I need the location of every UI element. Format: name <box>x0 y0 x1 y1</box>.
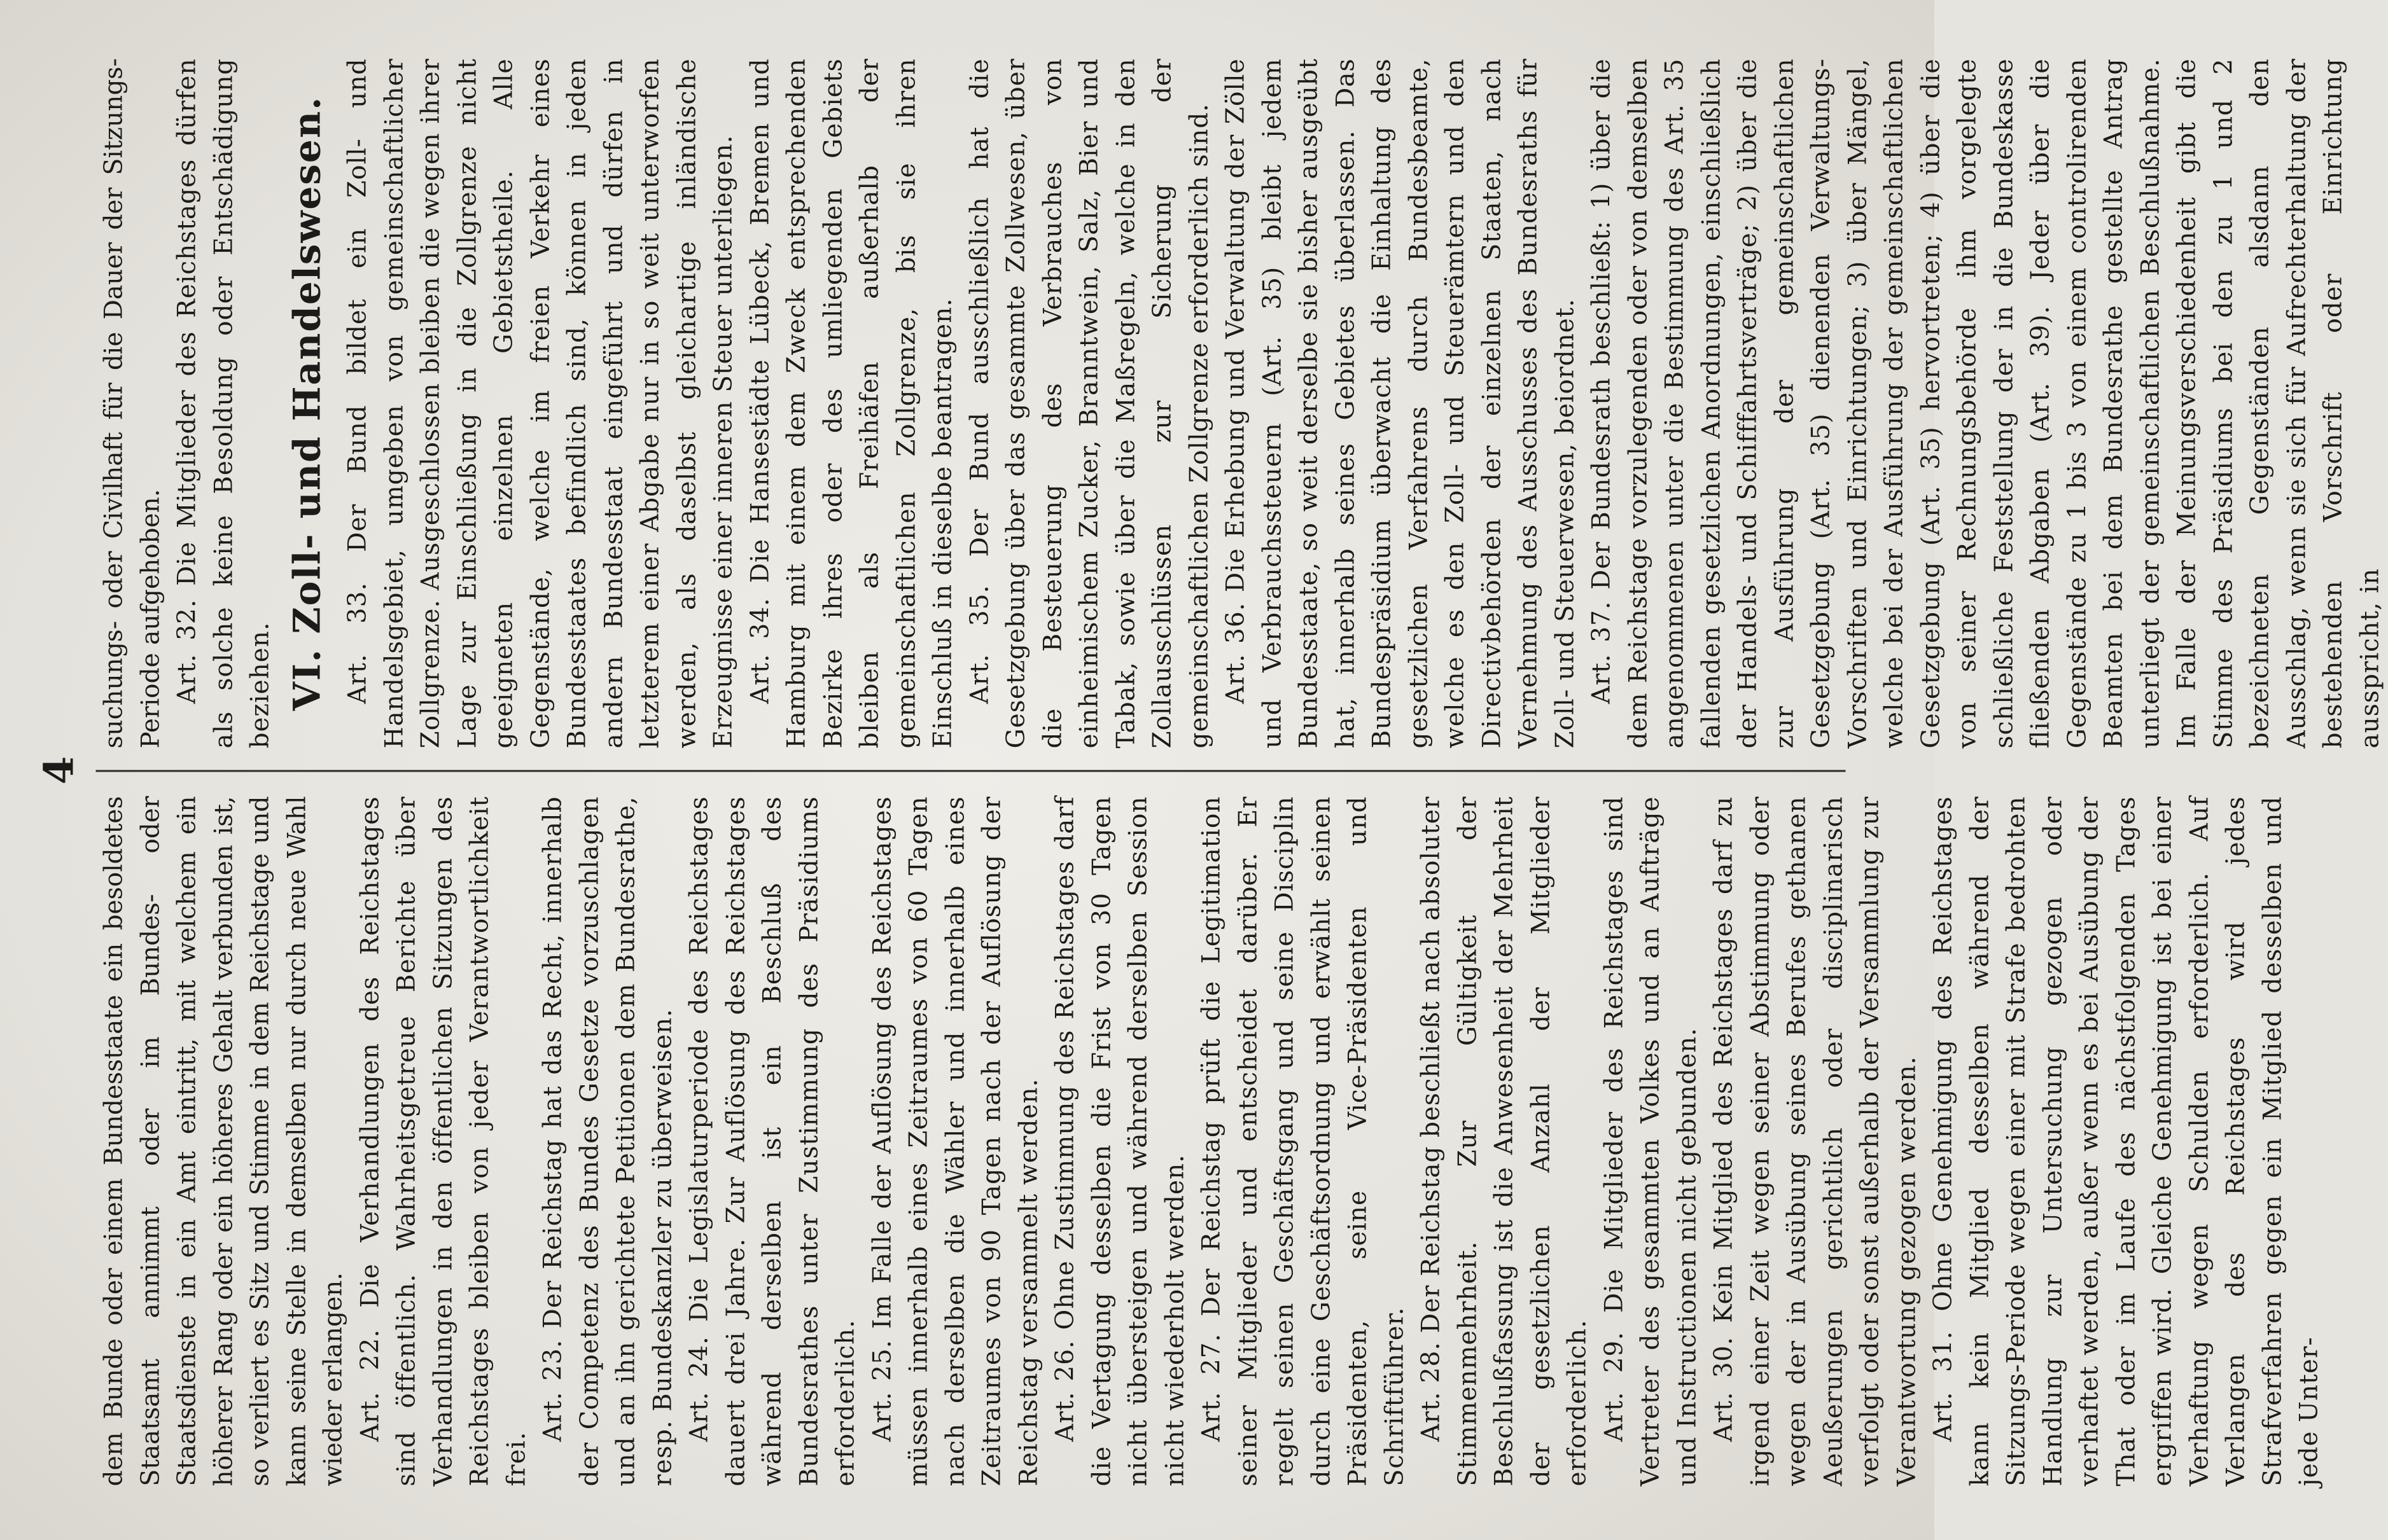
article-27: Art. 27. Der Reichstag prüft die Legitimation seiner Mitglieder und entscheidet darüber. Er regelt seinen Geschäftsgang und seine Disciplin durch eine Geschäftsordnung und erwählt seinen Präsidenten, seine Vice-Präsidenten und Schriftführer. <box>1197 796 1409 1486</box>
article-30: Art. 30. Kein Mitglied des Reichstages darf zu irgend einer Zeit wegen seiner Abstimmung oder wegen der in Ausübung seines Berufes gethanen Aeußerungen gerichtlich oder disciplinarisch verfolgt oder sonst außerhalb der Versammlung zur Verantwortung gezogen werden. <box>1709 796 1921 1486</box>
article-26: Art. 26. Ohne Zustimmung des Reichstages darf die Vertagung desselben die Frist von 30 Tagen nicht übersteigen und während derselben Session nicht wiederholt werden. <box>1051 796 1189 1486</box>
article-33: Art. 33. Der Bund bildet ein Zoll- und Handelsgebiet, umgeben von gemeinschaftlicher Zollgrenze. Ausgeschlossen bleiben die wegen ihrer Lage zur Einschließung in die Zollgrenze nicht geeigneten einzelnen Gebietstheile. Alle Gegenstände, welche im freien Verkehr eines Bundesstaates befindlich sind, können in jeden andern Bundesstaat eingeführt und dürfen in letzterem einer Abgabe nur in so weit unterworfen werden, als daselbst gleichartige inländische Erzeugnisse einer inneren Steuer unterliegen. <box>343 58 737 748</box>
article-34: Art. 34. Die Hansestädte Lübeck, Bremen und Hamburg mit einem dem Zweck entsprechenden Bezirke ihres oder des umliegenden Gebiets bleiben als Freihäfen außerhalb der gemeinschaftlichen Zollgrenze, bis sie ihren Einschluß in dieselbe beantragen. <box>745 58 957 748</box>
article-22: Art. 22. Die Verhandlungen des Reichstages sind öffentlich. Wahrheitsgetreue Berichte über Verhandlungen in den öffentlichen Sitzungen des Reichstages bleiben von jeder Verantwortlichkeit frei. <box>355 796 531 1486</box>
column-divider <box>95 770 1845 772</box>
page-number: 4 <box>35 756 83 784</box>
article-36: Art. 36. Die Erhebung und Verwaltung der Zölle und Verbrauchssteuern (Art. 35) bleibt jedem Bundesstaate, so weit derselbe sie bisher ausgeübt hat, innerhalb seines Gebietes überlassen. Das Bundespräsidium überwacht die Einhaltung des gesetzlichen Verfahrens durch Bundesbeamte, welche es den Zoll- und Steuerämtern und den Directivbehörden der einzelnen Staaten, nach Vernehmung des Ausschusses des Bundesraths für Zoll- und Steuerwesen, beiordnet. <box>1221 58 1579 748</box>
article-37: Art. 37. Der Bundesrath beschließt: 1) über die dem Reichstage vorzulegenden oder von demselben angenommenen unter die Bestimmung des Art. 35 fallenden gesetzlichen Anordnungen, einschließlich der Handels- und Schifffahrtsverträge; 2) über die zur Ausführung der gemeinschaftlichen Gesetzgebung (Art. 35) dienenden Verwaltungs-Vorschriften und Einrichtungen; 3) über Mängel, welche bei der Ausführung der gemeinschaftlichen Gesetzgebung (Art. 35) hervortreten; 4) über die von seiner Rechnungsbehörde ihm vorgelegte schließliche Feststellung der in die Bundeskasse fließenden Abgaben (Art. 39). Jeder über die Gegenstände zu 1 bis 3 von einem controlirenden Beamten bei dem Bundesrathe gestellte Antrag unterliegt der gemeinschaftlichen Beschlußnahme. Im Falle der Meinungsverschiedenheit gibt die Stimme des Präsidiums bei den zu 1 und 2 bezeichneten Gegenständen alsdann den Ausschlag, wenn sie sich für Aufrechterhaltung der bestehenden Vorschrift oder Einrichtung ausspricht, in <box>1587 58 2384 748</box>
article-35: Art. 35. Der Bund ausschließlich hat die Gesetzgebung über das gesammte Zollwesen, über die Besteuerung des Verbrauches von einheimischem Zucker, Branntwein, Salz, Bier und Tabak, sowie über die Maßregeln, welche in den Zollausschlüssen zur Sicherung der gemeinschaftlichen Zollgrenze erforderlich sind. <box>965 58 1213 748</box>
article-29: Art. 29. Die Mitglieder des Reichstages sind Vertreter des gesammten Volkes und an Aufträge und Instructionen nicht gebunden. <box>1599 796 1701 1486</box>
article-28: Art. 28. Der Reichstag beschließt nach absoluter Stimmenmehrheit. Zur Gültigkeit der Beschlußfassung ist die Anwesenheit der Mehrheit der gesetzlichen Anzahl der Mitglieder erforderlich. <box>1416 796 1591 1486</box>
right-column <box>95 58 2384 748</box>
section-heading: VI. Zoll- und Handelswesen. <box>284 95 328 711</box>
left-continuation: dem Bunde oder einem Bundesstaate ein besoldetes Staatsamt annimmt oder im Bundes- oder Staatsdienste in ein Amt eintritt, mit welchem ein höherer Rang oder ein höheres Gehalt verbunden ist, so verliert es Sitz und Stimme in dem Reichstage und kann seine Stelle in demselben nur durch neue Wahl wieder erlangen. <box>99 796 347 1486</box>
article-25: Art. 25. Im Falle der Auflösung des Reichstages müssen innerhalb eines Zeitraumes von 60 Tagen nach derselben die Wähler und innerhalb eines Zeitraumes von 90 Tagen nach der Auflösung der Reichstag versammelt werden. <box>867 796 1043 1486</box>
left-column <box>95 796 2323 1486</box>
article-32: Art. 32. Die Mitglieder des Reichstages dürfen als solche keine Besoldung oder Entschädigung beziehen. <box>172 58 274 748</box>
right-continuation: suchungs- oder Civilhaft für die Dauer der Sitzungs-Periode aufgehoben. <box>99 58 165 748</box>
article-23: Art. 23. Der Reichstag hat das Recht, innerhalb der Competenz des Bundes Gesetze vorzuschlagen und an ihn gerichtete Petitionen dem Bundesrathe, resp. Bundeskanzler zu überweisen. <box>538 796 677 1486</box>
article-31: Art. 31. Ohne Genehmigung des Reichstages kann kein Mitglied desselben während der Sitzungs-Periode wegen einer mit Strafe bedrohten Handlung zur Untersuchung gezogen oder verhaftet werden, außer wenn es bei Ausübung der That oder im Laufe des nächstfolgenden Tages ergriffen wird. Gleiche Genehmigung ist bei einer Verhaftung wegen Schulden erforderlich. Auf Verlangen des Reichstages wird jedes Strafverfahren gegen ein Mitglied desselben und jede Unter- <box>1929 796 2323 1486</box>
article-24: Art. 24. Die Legislaturperiode des Reichstages dauert drei Jahre. Zur Auflösung des Reichstages während derselben ist ein Beschluß des Bundesrathes unter Zustimmung des Präsidiums erforderlich. <box>685 796 860 1486</box>
